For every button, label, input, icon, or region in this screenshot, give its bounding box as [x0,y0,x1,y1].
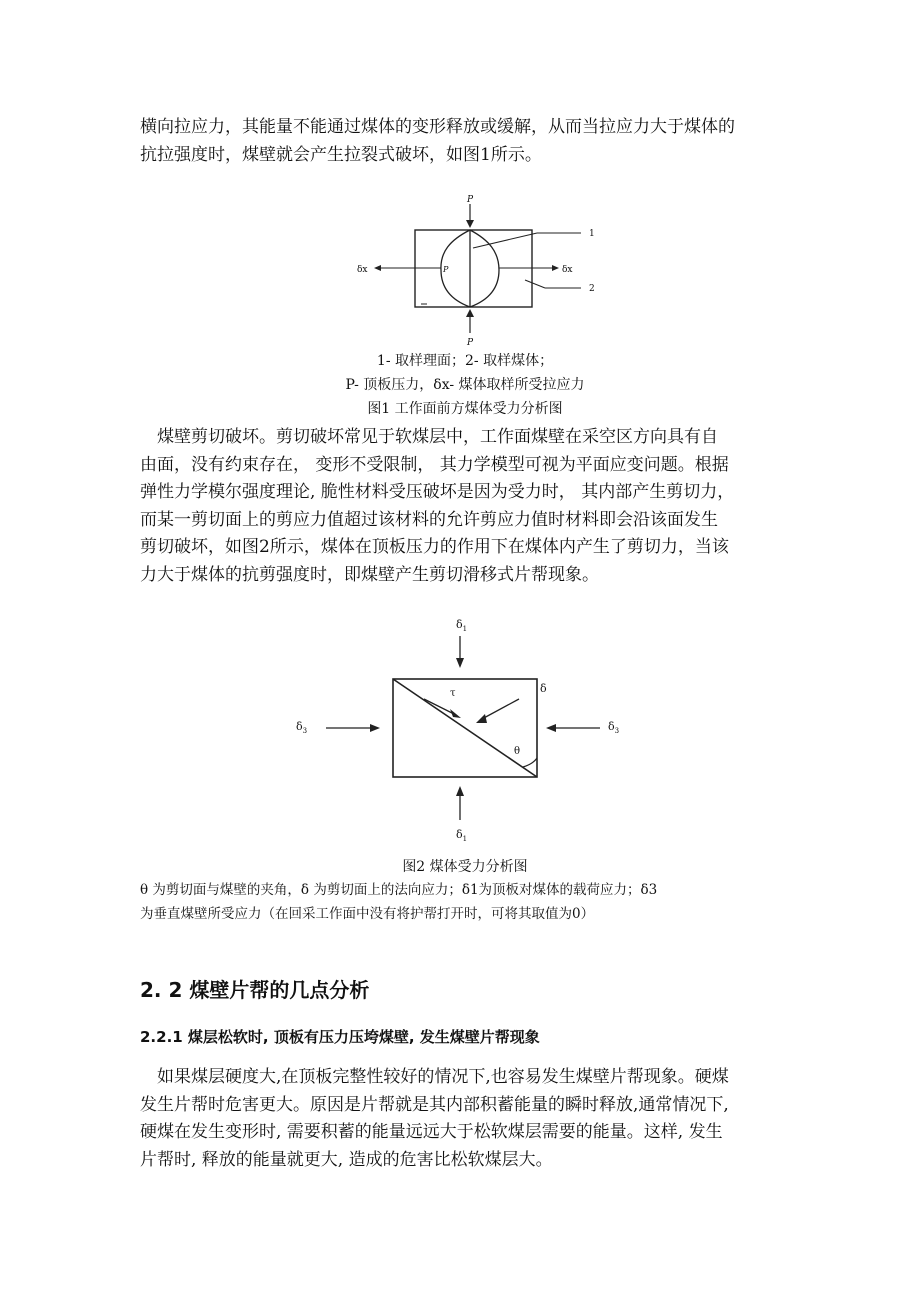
fig1-left-dx-label: δx [357,265,368,275]
fig1-inner-p-label: P [443,265,449,274]
fig2-theta-label: θ [514,746,521,757]
fig1-bottom-arrowhead [466,309,474,317]
fig2-note [140,878,800,926]
note-line-1: θ 为剪切面与煤壁的夹角，δ 为剪切面上的法向应力；δ1为顶板对煤体的载荷应力；δ3 [140,882,658,898]
fig1-leader-1 [473,233,537,248]
final-paragraph [140,1064,790,1174]
subsection-heading: 2.2.1 煤层松软时, 顶板有压力压垮煤壁, 发生煤壁片帮现象 [140,1028,540,1046]
fig2-right-sigma-label: $\delta_3$ [608,720,620,735]
fig2-bottom-sigma-label: $\delta_1$ [456,828,468,843]
shear-line-3: 弹性力学模尔强度理论, 脆性材料受压破坏是因为受力时， 其内部产生剪切力， [140,482,735,502]
fig1-bottom-p-label: P [467,338,474,348]
fig2-caption: 图2 煤体受力分析图 [402,859,528,875]
fig1-leader-2 [525,280,545,288]
final-line-4: 片帮时, 释放的能量就更大, 造成的危害比松软煤层大。 [140,1149,553,1170]
note-line-2: 为垂直煤壁所受应力（在回采工作面中没有将护帮打开时，可将其取值为0） [140,906,595,922]
shear-line-4: 而某一剪切面上的剪应力值超过该材料的允许剪应力值时材料即会沿该面发生 [140,509,718,530]
fig1-top-arrowhead [466,220,474,228]
fig2-shear-plane [393,679,537,777]
fig1-caption-line-3: 图1 工作面前方煤体受力分析图 [367,401,563,417]
shear-line-5: 剪切破坏，如图2所示，煤体在顶板压力的作用下在煤体内产生了剪切力，当该 [140,537,729,557]
fig1-right-arrowhead [552,265,559,271]
shear-line-6: 力大于煤体的抗剪强度时，即煤壁产生剪切滑移式片帮现象。 [140,564,599,585]
fig2-theta-arc [523,758,537,767]
figure-1-diagram [355,190,605,350]
fig2-normal-arrow [482,699,519,719]
fig2-tau-label: τ [450,688,456,699]
shear-line-1: 煤壁剪切破坏。剪切破坏常见于软煤层中，工作面煤壁在采空区方向具有自 [140,427,718,447]
fig1-label-2: 2 [589,284,595,294]
intro-paragraph [140,114,790,169]
final-line-3: 硬煤在发生变形时, 需要积蓄的能量远远大于松软煤层需要的能量。这样, 发生 [140,1122,723,1142]
fig2-top-sigma-label: $\delta_1$ [456,618,468,633]
figure-2-diagram [290,612,630,848]
fig1-right-dx-label: δx [562,265,573,275]
fig1-top-p-label: P [467,195,474,205]
fig2-left-arrowhead [370,724,380,732]
fig2-normal-arrowhead [476,714,487,723]
fig2-right-arrowhead [546,724,556,732]
fig1-label-1: 1 [589,229,595,239]
final-line-1: 如果煤层硬度大,在顶板完整性较好的情况下,也容易发生煤壁片帮现象。硬煤 [140,1067,729,1087]
fig1-caption-line-1: 1- 取样理面；2- 取样煤体； [376,353,554,369]
fig2-delta-label: δ [540,682,547,695]
fig2-top-arrowhead [456,658,464,668]
fig2-bottom-arrowhead [456,786,464,796]
intro-line-2: 抗拉强度时，煤壁就会产生拉裂式破坏，如图1所示。 [140,144,542,165]
section-heading: 2. 2 煤壁片帮的几点分析 [140,978,370,1002]
final-line-2: 发生片帮时危害更大。原因是片帮就是其内部积蓄能量的瞬时释放,通常情况下, [140,1094,729,1115]
intro-line-1: 横向拉应力，其能量不能通过煤体的变形释放或缓解，从而当拉应力大于煤体的 [140,117,735,137]
fig2-tau-arrow [424,699,454,714]
shear-paragraph [140,424,790,589]
fig1-caption-line-2: P- 顶板压力，δx- 煤体取样所受拉应力 [345,377,585,393]
fig1-left-arrowhead [374,265,381,271]
fig2-left-sigma-label: $\delta_3$ [296,720,308,735]
shear-line-2: 由面，没有约束存在， 变形不受限制， 其力学模型可视为平面应变问题。根据 [140,454,729,475]
